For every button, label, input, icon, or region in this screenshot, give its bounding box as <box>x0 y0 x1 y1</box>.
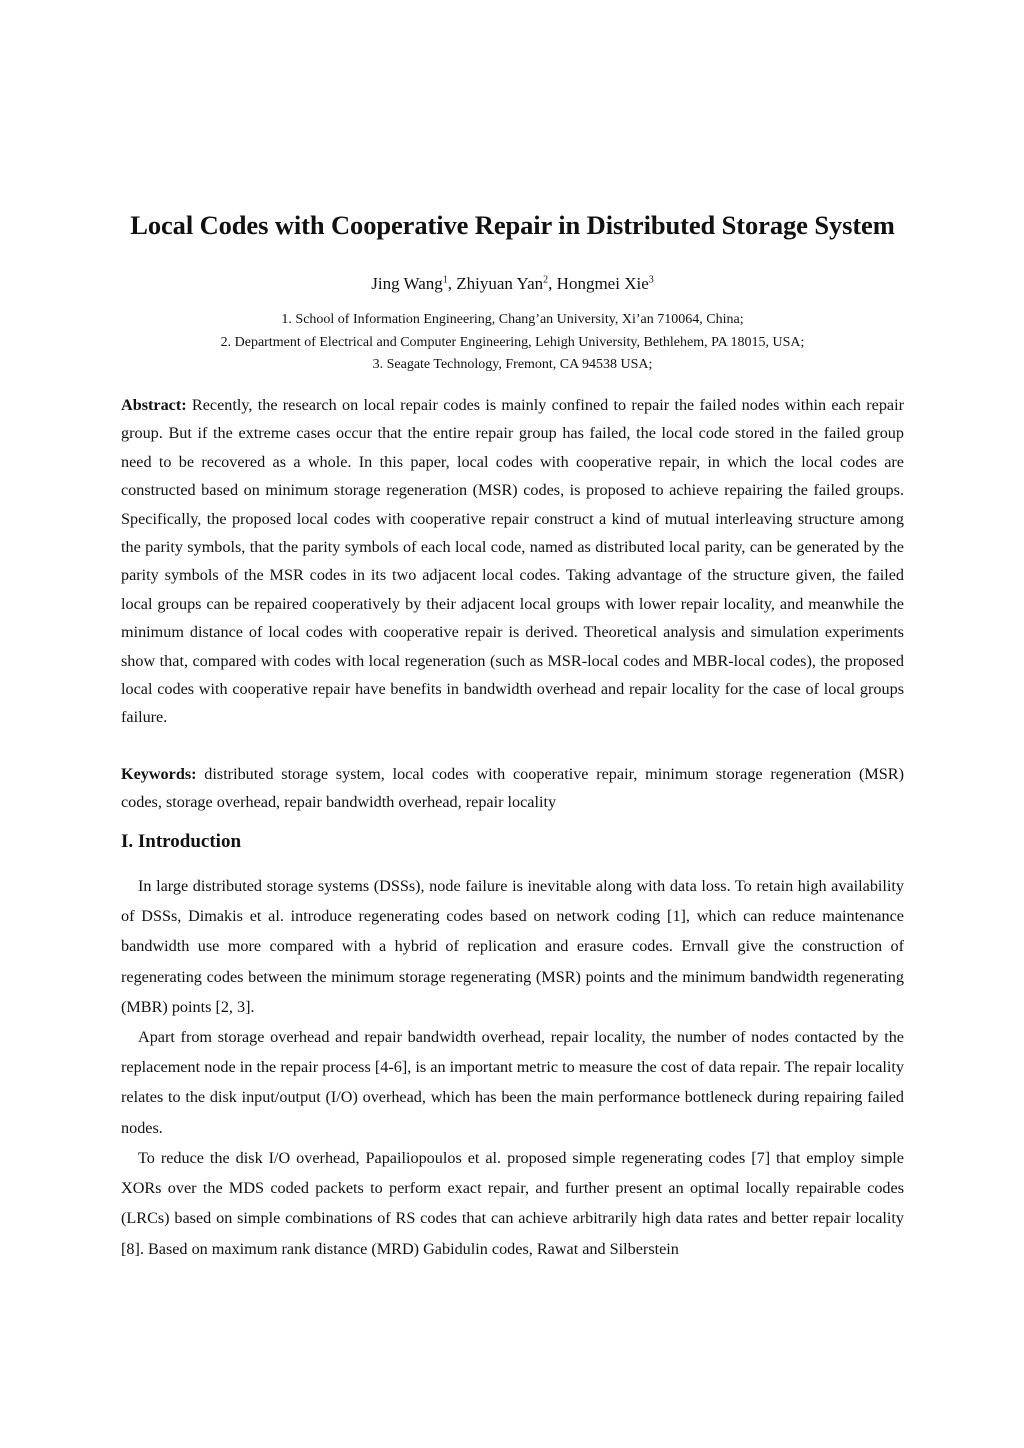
body-paragraph: To reduce the disk I/O overhead, Papailiopoulos et al. proposed simple regenerating codes [7] that employ simple XORs over the MDS coded packets to perform exact repair, and further present an optimal locally repairable codes (LRCs) based on simple combinations of RS codes that can achieve arbitrarily high data rates and better repair locality [8]. Based on maximum rank distance (MRD) Gabidulin codes, Rawat and Silberstein <box>121 1149 904 1258</box>
author-name: Zhiyuan Yan <box>456 274 544 293</box>
body-paragraph: Apart from storage overhead and repair bandwidth overhead, repair locality, the number of nodes contacted by the replacement node in the repair process [4-6], is an important metric to measure the cost of data repair. The repair locality relates to the disk input/output (I/O) overhead, which has been the main performance bottleneck during repairing failed nodes. <box>121 1028 904 1137</box>
abstract-block <box>121 391 904 732</box>
keywords-label: Keywords: <box>121 765 197 783</box>
body-paragraph: In large distributed storage systems (DSSs), node failure is inevitable along with data loss. To retain high availability of DSSs, Dimakis et al. introduce regenerating codes based on network coding [1], which can reduce maintenance bandwidth use more compared with a hybrid of replication and erasure codes. Ernvall give the construction of regenerating codes between the minimum storage regenerating (MSR) points and the minimum bandwidth regenerating (MBR) points [2, 3]. <box>121 877 904 1016</box>
abstract-text: Recently, the research on local repair codes is mainly confined to repair the failed nodes within each repair group. But if the extreme cases occur that the entire repair group has failed, the local code stored in the failed group need to be recovered as a whole. In this paper, local codes with cooperative repair, in which the local codes are constructed based on minimum storage regeneration (MSR) codes, is proposed to achieve repairing the failed groups. Specifically, the proposed local codes with cooperative repair construct a kind of mutual interleaving structure among the parity symbols, that the parity symbols of each local code, named as distributed local parity, can be generated by the parity symbols of the MSR codes in its two adjacent local codes. Taking advantage of the structure given, the failed local groups can be repaired cooperatively by their adjacent local groups with lower repair locality, and meanwhile the minimum distance of local codes with cooperative repair is derived. Theoretical analysis and simulation experiments show that, compared with codes with local regeneration (such as MSR-local codes and MBR-local codes), the proposed local codes with cooperative repair have benefits in bandwidth overhead and repair locality for the case of local groups failure. <box>121 396 904 727</box>
author-name: Hongmei Xie <box>556 274 649 293</box>
author-affiliation-mark: 1 <box>442 274 448 286</box>
author-affiliation-mark: 2 <box>543 274 549 286</box>
affiliation-line: 2. Department of Electrical and Computer Engineering, Lehigh University, Bethlehem, PA 18015, USA; <box>220 335 805 350</box>
keywords-text: distributed storage system, local codes with cooperative repair, minimum storage regeneration (MSR) codes, storage overhead, repair bandwidth overhead, repair locality <box>121 765 904 812</box>
paper-title: Local Codes with Cooperative Repair in Distributed Storage System <box>130 210 895 240</box>
abstract-label: Abstract: <box>121 396 187 414</box>
author-list: Jing Wang$^1$, Zhiyuan Yan$^2$, Hongmei Xie$^3$ <box>371 274 654 293</box>
affiliation-line: 3. Seagate Technology, Fremont, CA 94538 USA; <box>372 357 653 372</box>
author-name: Jing Wang <box>371 274 443 293</box>
section-heading: I. Introduction <box>121 831 242 852</box>
keywords-block <box>121 760 904 817</box>
author-affiliation-mark: 3 <box>648 274 654 286</box>
affiliation-line: 1. School of Information Engineering, Chang’an University, Xi’an 710064, China; <box>281 312 744 327</box>
